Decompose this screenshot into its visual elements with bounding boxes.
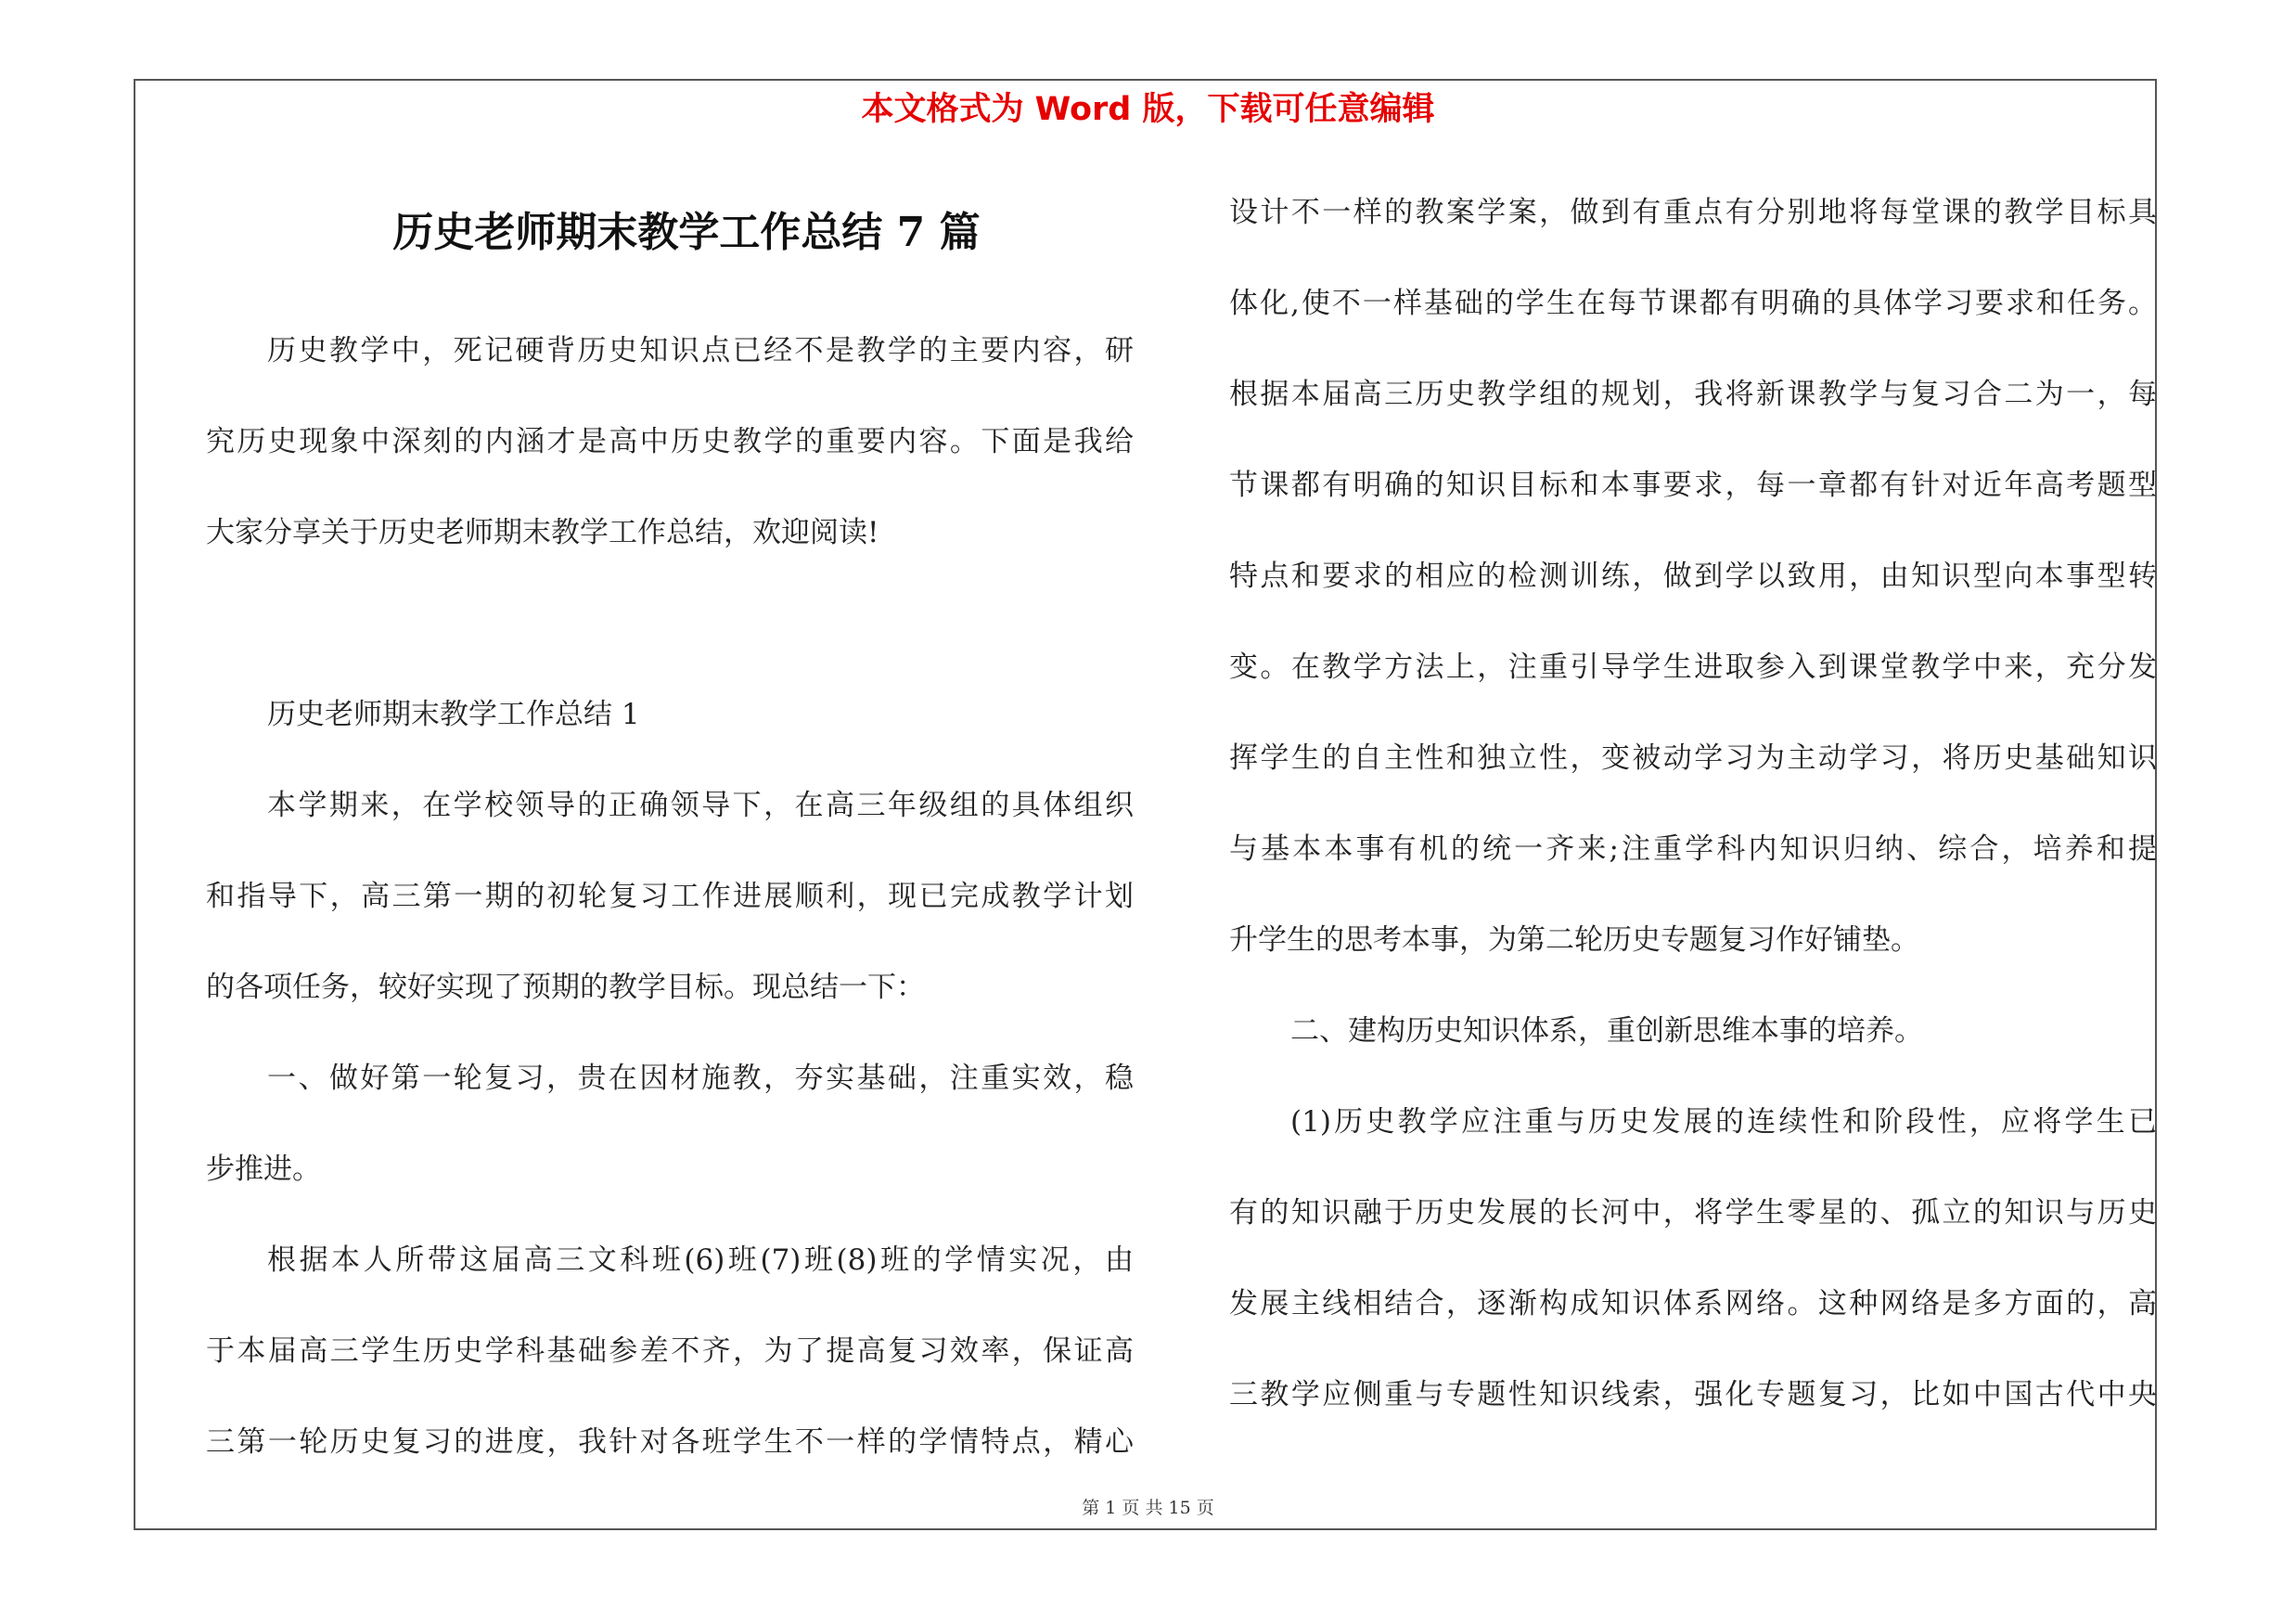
paragraph-line: 究历史现象中深刻的内涵才是高中历史教学的重要内容。下面是我给 — [206, 425, 1134, 458]
paragraph-line: 发展主线相结合，逐渐构成知识体系网络。这种网络是多方面的，高 — [1229, 1287, 2157, 1320]
paragraph-line: 步推进。 — [206, 1153, 321, 1186]
paragraph-line: (1)历史教学应注重与历史发展的连续性和阶段性，应将学生已 — [1290, 1105, 2157, 1139]
paragraph-line: 体化,使不一样基础的学生在每节课都有明确的具体学习要求和任务。 — [1229, 287, 2157, 320]
paragraph-line: 升学生的思考本事，为第二轮历史专题复习作好铺垫。 — [1229, 923, 1919, 957]
section-heading: 二、建构历史知识体系，重创新思维本事的培养。 — [1290, 1014, 1923, 1048]
left-column — [206, 319, 1134, 1501]
section-heading: 历史老师期末教学工作总结 1 — [267, 698, 640, 731]
paragraph-line: 根据本人所带这届高三文科班(6)班(7)班(8)班的学情实况，由 — [267, 1243, 1134, 1277]
paragraph-line: 历史教学中，死记硬背历史知识点已经不是教学的主要内容，研 — [267, 334, 1134, 367]
paragraph-line: 的各项任务，较好实现了预期的教学目标。现总结一下： — [206, 971, 925, 1004]
right-column — [1229, 181, 2157, 1454]
paragraph-line: 于本届高三学生历史学科基础参差不齐，为了提高复习效率，保证高 — [206, 1334, 1134, 1368]
paragraph-line: 挥学生的自主性和独立性，变被动学习为主动学习，将历史基础知识 — [1229, 741, 2157, 775]
paragraph-line: 一、做好第一轮复习，贵在因材施教，夯实基础，注重实效，稳 — [267, 1062, 1134, 1095]
paragraph-line: 和指导下，高三第一期的初轮复习工作进展顺利，现已完成教学计划 — [206, 880, 1134, 913]
paragraph-line: 本学期来，在学校领导的正确领导下，在高三年级组的具体组织 — [267, 789, 1134, 822]
format-banner: 本文格式为 Word 版，下载可任意编辑 — [861, 91, 1435, 128]
page-number-footer: 第 1 页 共 15 页 — [1082, 1498, 1214, 1518]
paragraph-line: 大家分享关于历史老师期末教学工作总结，欢迎阅读! — [206, 516, 879, 549]
paragraph-line: 与基本本事有机的统一齐来;注重学科内知识归纳、综合，培养和提 — [1229, 832, 2157, 866]
paragraph-line: 根据本届高三历史教学组的规划，我将新课教学与复习合二为一，每 — [1229, 378, 2157, 411]
paragraph-line: 三第一轮历史复习的进度，我针对各班学生不一样的学情特点，精心 — [206, 1425, 1134, 1459]
document-title: 历史老师期末教学工作总结 7 篇 — [392, 209, 981, 256]
paragraph-line: 特点和要求的相应的检测训练，做到学以致用，由知识型向本事型转 — [1229, 560, 2157, 593]
paragraph-line: 设计不一样的教案学案，做到有重点有分别地将每堂课的教学目标具 — [1229, 196, 2157, 229]
paragraph-line: 三教学应侧重与专题性知识线索，强化专题复习，比如中国古代中央 — [1229, 1378, 2157, 1411]
blank-line — [206, 592, 1134, 683]
paragraph-line: 有的知识融于历史发展的长河中，将学生零星的、孤立的知识与历史 — [1229, 1196, 2157, 1230]
paragraph-line: 变。在教学方法上，注重引导学生进取参入到课堂教学中来，充分发 — [1229, 650, 2157, 684]
paragraph-line: 节课都有明确的知识目标和本事要求，每一章都有针对近年高考题型 — [1229, 469, 2157, 502]
